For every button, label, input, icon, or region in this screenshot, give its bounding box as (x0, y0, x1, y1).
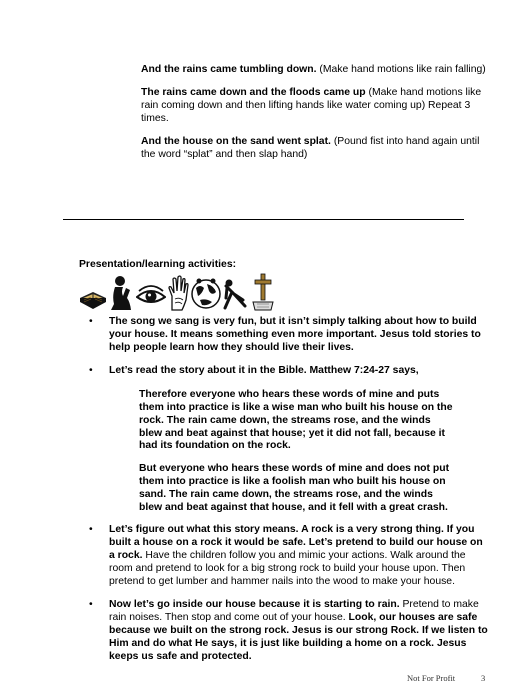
footer-text: Not For Profit (407, 673, 456, 683)
eye-icon (136, 278, 166, 312)
bullet: • (89, 316, 93, 327)
list-item: • Let’s figure out what this story means. A rock is a very strong thing. If you built a house on a rock it would be safe. Let’s pretend to build our house on a rock. Have the children follow you and mimic your actions. Walk around the room and pretend to look for a big strong rock to build your house upon. Then pretend to get lumber and hammer nails into the wood to make your house. (89, 524, 483, 587)
cross-icon (252, 272, 274, 312)
bullet: • (89, 599, 93, 611)
intro-paragraph: And the house on the sand went splat. (Pound fist into hand again until the word “splat” and then slap hand) (141, 136, 480, 160)
scripture-quote: Therefore everyone who hears these words of mine and puts them into practice is like a wise man who built his house on the rock. The rain came down, the streams rose, and the winds blew and beat against that house; yet it did not fall, because it had its foundation on the rock. (139, 389, 453, 452)
hand-icon (167, 274, 189, 312)
praying-person-icon (109, 274, 135, 312)
intro-paragraph: And the rains came tumbling down. (Make hand motions like rain falling) (141, 64, 486, 75)
list-item: • Now let’s go inside our house because it is starting to rain. Pretend to make rain noises. Then stop and come out of your house. Look, our houses are safe because we built on the strong rock. Jesus is our strong Rock. If we listen to Him and do what He says, it is just like building a home on a rock. Jesus keeps us safe and protected. (89, 599, 488, 662)
list-item: • Let’s read the story about it in the Bible. Matthew 7:24-27 says, (89, 365, 419, 377)
activity-icons (78, 272, 274, 312)
globe-people-icon (190, 274, 222, 312)
horizontal-divider (63, 219, 464, 220)
page-number: 3 (481, 673, 486, 683)
activity-list (79, 316, 491, 674)
section-title: Presentation/learning activities: (79, 259, 237, 270)
intro-paragraph: The rains came down and the floods came up (Make hand motions like rain coming down and then lifting hands like water coming up) Repeat 3 times. (141, 87, 482, 124)
list-item: • The song we sang is very fun, but it isn’t simply talking about how to build your house. It means something even more important. Jesus told stories to help people learn how they should live their lives. (89, 316, 481, 353)
bullet: • (89, 365, 93, 377)
bible-icon (78, 278, 108, 312)
intro-block (141, 63, 489, 171)
bullet: • (89, 524, 93, 536)
stretching-person-icon (223, 274, 251, 312)
scripture-quote: But everyone who hears these words of mine and does not put them into practice is like a foolish man who built his house on sand. The rain came down, the streams rose, and the winds blew and beat against that house, and it fell with a great crash. (139, 463, 450, 513)
